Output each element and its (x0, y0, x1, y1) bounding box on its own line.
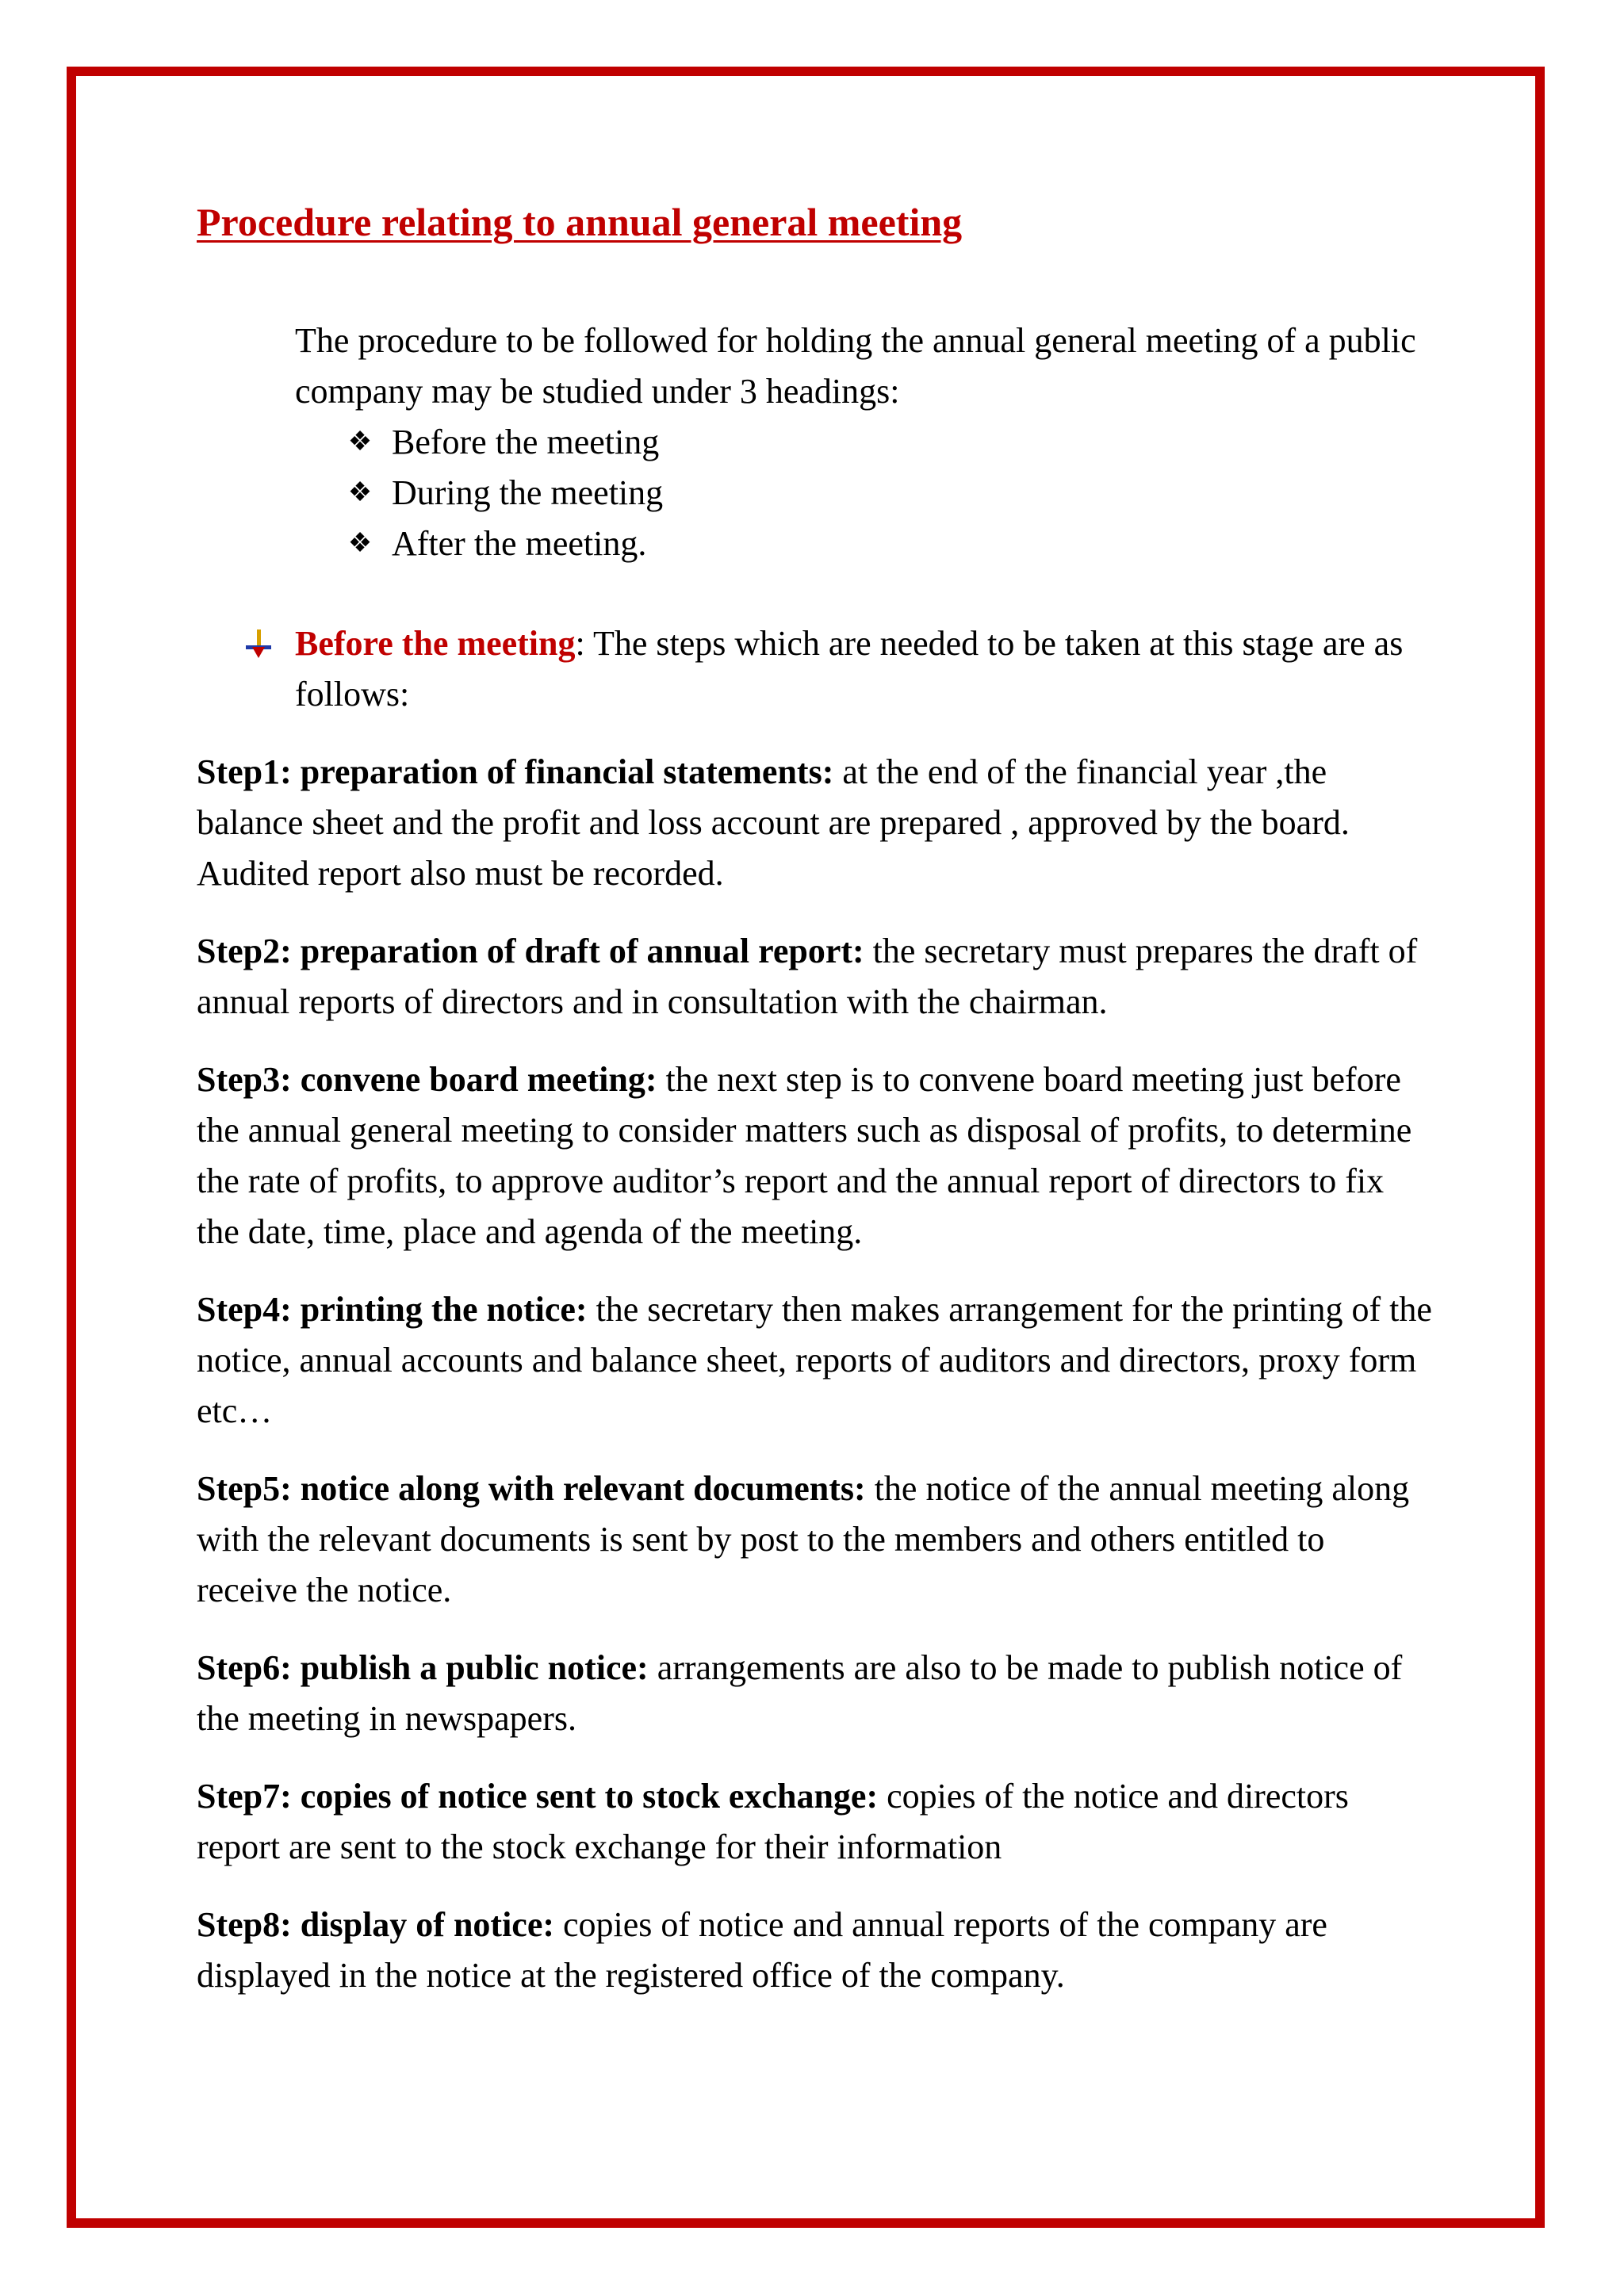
step-paragraph (197, 1771, 1434, 1873)
diamond-icon: ❖ (347, 529, 373, 558)
diamond-icon: ❖ (347, 427, 373, 457)
intro-text: The procedure to be followed for holding the annual general meeting of a public company may be studied under 3 headings: (295, 321, 1416, 411)
step-paragraph (197, 1643, 1434, 1744)
step-label: Step2: preparation of draft of annual report: (197, 932, 864, 970)
list-item (346, 519, 1429, 569)
step-paragraph (197, 1900, 1434, 2001)
intro-paragraph (295, 316, 1429, 569)
step-paragraph (197, 1464, 1434, 1616)
list-item-label: During the meeting (392, 473, 664, 512)
steps-list (197, 747, 1434, 2001)
step-text: arrangements are also to be made to publish notice of the meeting in newspapers. (197, 1648, 1403, 1738)
step-label: Step6: publish a public notice: (197, 1648, 649, 1687)
step-paragraph (197, 1054, 1434, 1257)
step-text: the next step is to convene board meeting just before the annual general meeting to consider matters such as disposal of profits, to determine the rate of profits, to approve auditor’s report and the annual report of directors to fix the date, time, place and agenda of the meeting. (197, 1060, 1412, 1251)
list-item (346, 417, 1429, 468)
section-title: Before the meeting (295, 624, 576, 663)
step-text: the secretary then makes arrangement for the printing of the notice, annual accounts and balance sheet, reports of auditors and directors, proxy form etc… (197, 1290, 1432, 1430)
step-text: the secretary must prepares the draft of annual reports of directors and in consultation with the chairman. (197, 932, 1418, 1021)
list-item (346, 468, 1429, 519)
list-item-label: After the meeting. (392, 524, 647, 563)
step-label: Step4: printing the notice: (197, 1290, 588, 1329)
step-label: Step3: convene board meeting: (197, 1060, 657, 1099)
page-title: Procedure relating to annual general meeting (197, 200, 963, 244)
step-label: Step1: preparation of financial statements: (197, 752, 834, 791)
arrow-down-icon (243, 628, 274, 660)
step-label: Step5: notice along with relevant documents: (197, 1469, 866, 1508)
step-label: Step8: display of notice: (197, 1905, 554, 1944)
list-item-label: Before the meeting (392, 423, 660, 461)
step-text: at the end of the financial year ,the balance sheet and the profit and loss account are prepared , approved by the board. Audited report also must be recorded. (197, 752, 1350, 893)
document-body (197, 197, 1434, 2001)
step-paragraph (197, 747, 1434, 899)
step-paragraph (197, 926, 1434, 1027)
step-label: Step7: copies of notice sent to stock exchange: (197, 1777, 879, 1816)
step-text: the notice of the annual meeting along with the relevant documents is sent by post to the members and others entitled to receive the notice. (197, 1469, 1410, 1609)
bullet-list (295, 417, 1429, 569)
diamond-icon: ❖ (347, 478, 373, 507)
step-paragraph (197, 1284, 1434, 1437)
step-text: copies of the notice and directors report are sent to the stock exchange for their information (197, 1777, 1349, 1866)
section-text: : The steps which are needed to be taken at this stage are as follows: (295, 624, 1404, 714)
section-heading (295, 618, 1429, 720)
step-text: copies of notice and annual reports of the company are displayed in the notice at the registered office of the company. (197, 1905, 1327, 1995)
